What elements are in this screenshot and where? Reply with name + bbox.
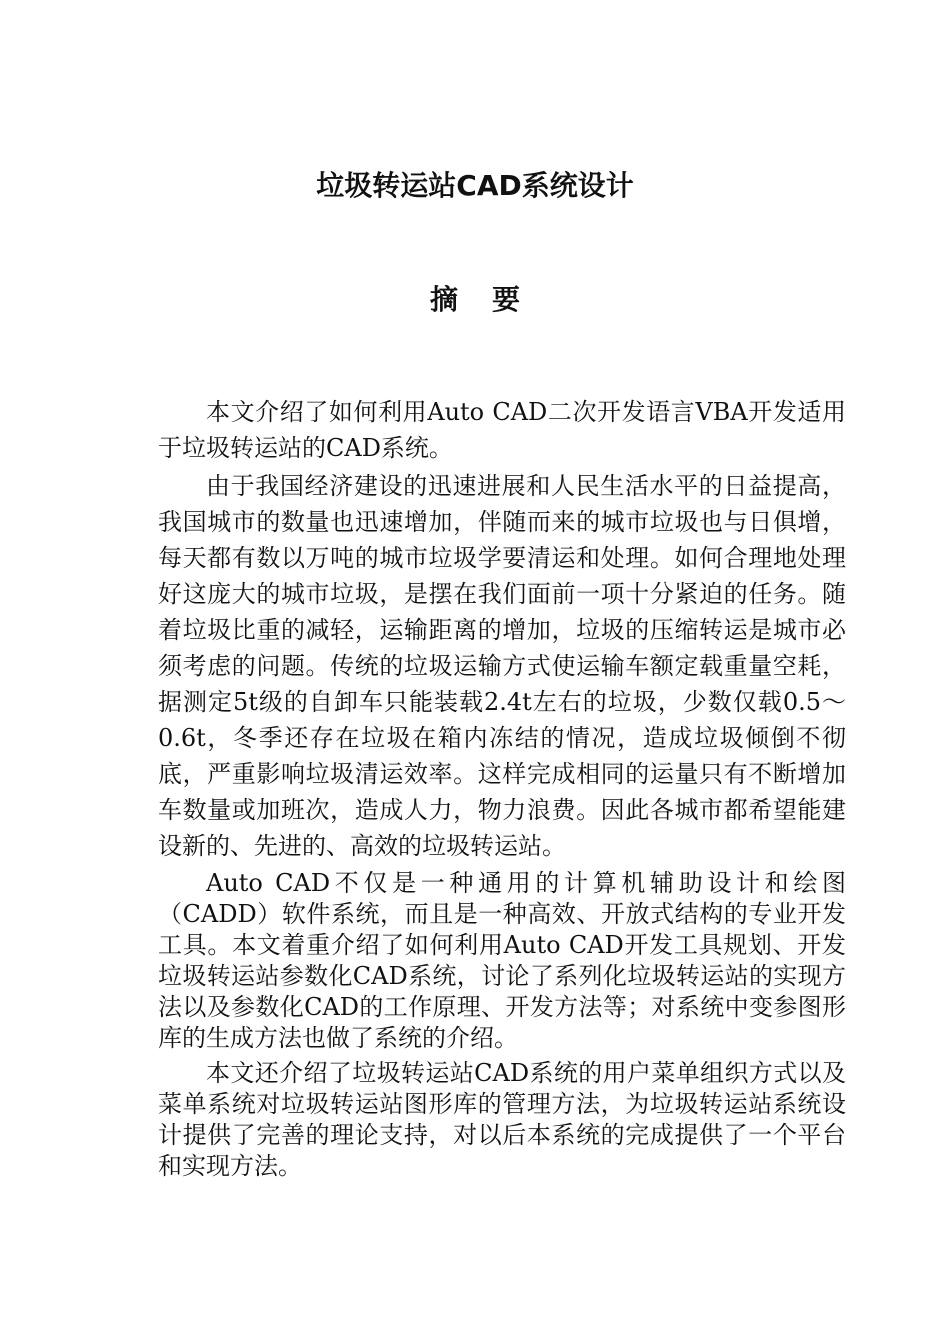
abstract-heading-right: 要	[492, 283, 521, 316]
abstract-paragraph-1: 本文介绍了如何利用Auto CAD二次开发语言VBA开发适用于垃圾转运站的CAD系统。	[158, 398, 846, 462]
abstract-heading	[0, 278, 950, 318]
abstract-body	[158, 394, 846, 1182]
abstract-heading-left: 摘	[429, 283, 458, 316]
abstract-paragraph-2: 由于我国经济建设的迅速进展和人民生活水平的日益提高，我国城市的数量也迅速增加，伴随而来的城市垃圾也与日俱增，每天都有数以万吨的城市垃圾学要清运和处理。如何合理地处理好这庞大的城市垃圾，是摆在我们面前一项十分紧迫的任务。随着垃圾比重的减轻，运输距离的增加，垃圾的压缩转运是城市必须考虑的问题。传统的垃圾运输方式使运输车额定载重量空耗，据测定5t级的自卸车只能装载2.4t左右的垃圾，少数仅载0.5～0.6t，冬季还存在垃圾在箱内冻结的情况，造成垃圾倾倒不彻底，严重影响垃圾清运效率。这样完成相同的运量只有不断增加车数量或加班次，造成人力，物力浪费。因此各城市都希望能建设新的、先进的、高效的垃圾转运站。	[158, 472, 846, 860]
document-title: 垃圾转运站CAD系统设计	[316, 169, 634, 202]
abstract-paragraph-3: Auto CAD不仅是一种通用的计算机辅助设计和绘图（CADD）软件系统，而且是一种高效、开放式结构的专业开发工具。本文着重介绍了如何利用Auto CAD开发工具规划、开发垃圾转运站参数化CAD系统，讨论了系列化垃圾转运站的实现方法以及参数化CAD的工作原理、开发方法等；对系统中变参图形库的生成方法也做了系统的介绍。	[158, 869, 846, 1052]
abstract-paragraph-4: 本文还介绍了垃圾转运站CAD系统的用户菜单组织方式以及菜单系统对垃圾转运站图形库的管理方法，为垃圾转运站系统设计提供了完善的理论支持，对以后本系统的完成提供了一个平台和实现方法。	[158, 1059, 846, 1180]
